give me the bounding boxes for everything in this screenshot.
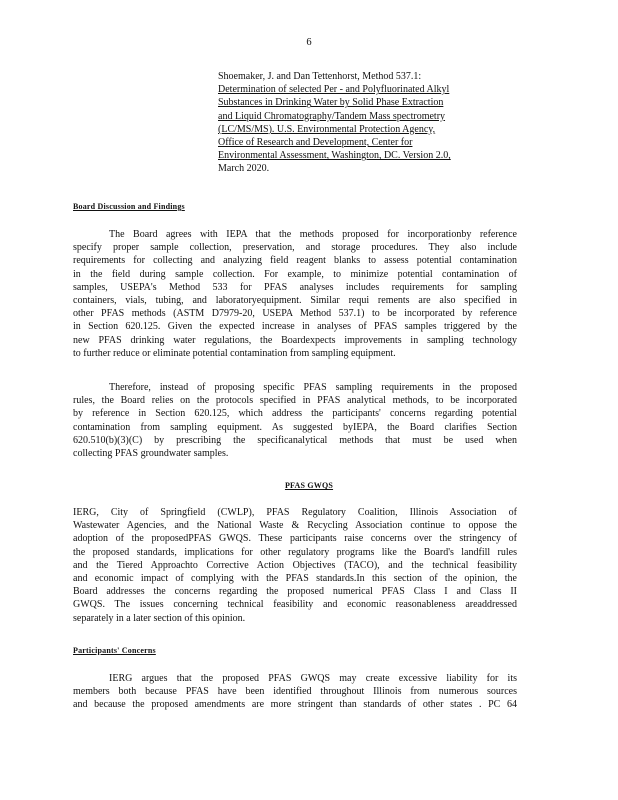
paragraph-line: GWQS. The issues concerning technical feasibility and economic reasonableness areaddressed (73, 599, 517, 611)
paragraph-line: The Board agrees with IEPA that the methods proposed for incorporationby reference (109, 229, 517, 240)
section-heading-board-discussion: Board Discussion and Findings (73, 202, 185, 211)
citation-line: Shoemaker, J. and Dan Tettenhorst, Method 537.1: (218, 71, 422, 82)
paragraph-line: Board addresses the concerns regarding the proposed numerical PFAS Class I and Class II (73, 586, 517, 598)
paragraph-participants-concerns (73, 672, 517, 712)
paragraph-board-findings-1 (73, 228, 517, 360)
paragraph-line: in Section 620.125. Given the expected increase in analyses of PFAS samples triggered by the (73, 321, 517, 333)
citation-line: Determination of selected Per - and Polyfluorinated Alkyl (218, 84, 450, 96)
paragraph-line: other PFAS methods (ASTM D7979-20, USEPA Method 537.1) to be incorporated by reference (73, 308, 517, 320)
paragraph-line: and because the proposed amendments are more stringent than standards of other states . PC 64 (73, 699, 517, 711)
paragraph-line: in the field during sample collection. For example, to minimize potential contamination of (73, 268, 517, 280)
paragraph-line: containers, vials, tubing, and laboratoryequipment. Similar requi rements are also specified in (73, 295, 517, 307)
paragraph-line: 620.510(b)(3)(C) by prescribing the specificanalytical methods that must be used when (73, 434, 517, 446)
paragraph-line: members both because PFAS have been identified throughout Illinois from numerous sources (73, 686, 517, 698)
paragraph-line: separately in a later section of this opinion. (73, 612, 246, 624)
paragraph-line: the proposed standards, implications for other regulatory programs like the Board's landfill rules (73, 546, 517, 558)
page-number: 6 (306, 37, 312, 48)
paragraph-line: IERG argues that the proposed PFAS GWQS may create excessive liability for its (109, 673, 517, 684)
paragraph-line: new PFAS drinking water regulations, the Boardexpects improvements in sampling technology (73, 334, 517, 346)
section-heading-pfas-gwqs: PFAS GWQS (284, 481, 334, 490)
paragraph-line: specify proper sample collection, preservation, and storage procedures. They also include (73, 242, 517, 254)
paragraph-line: IERG, City of Springfield (CWLP), PFAS Regulatory Coalition, Illinois Association of (73, 507, 517, 518)
paragraph-line: rules, the Board relies on the protocols specified in PFAS analytical methods, to be incorporated (73, 395, 517, 407)
paragraph-line: and economic impact of complying with the PFAS standards.In this section of the opinion, the (73, 573, 517, 585)
citation-line: and Liquid Chromatography/Tandem Mass spectrometry (218, 110, 446, 122)
paragraph-line: by reference in Section 620.125, which address the participants' concerns regarding potential (73, 408, 517, 420)
paragraph-line: Therefore, instead of proposing specific PFAS sampling requirements in the proposed (109, 382, 517, 393)
paragraph-line: samples, USEPA's Method 533 for PFAS analyses includes requirements for sampling (73, 281, 517, 293)
paragraph-board-findings-2 (73, 381, 517, 460)
citation-line: Office of Research and Development, Center for (218, 137, 413, 149)
citation-line: Substances in Drinking Water by Solid Phase Extraction (218, 97, 444, 109)
section-heading-participants-concerns: Participants' Concerns (73, 646, 156, 655)
paragraph-line: contamination from sampling equipment. As suggested byIEPA, the Board clarifies Section (73, 421, 517, 433)
citation-line: Environmental Assessment, Washington, DC. Version 2.0, (218, 150, 451, 162)
paragraph-line: and the Tiered Approachto Corrective Action Objectives (TACO), and the technical feasibility (73, 559, 517, 571)
citation-line: (LC/MS/MS). U.S. Environmental Protection Agency, (218, 123, 436, 135)
paragraph-line: to further reduce or eliminate potential contamination from sampling equipment. (73, 347, 396, 359)
paragraph-pfas-gwqs (73, 506, 517, 625)
paragraph-line: adoption of the proposedPFAS GWQS. These participants raise concerns over the stringency of (73, 533, 517, 545)
reference-citation (218, 70, 506, 176)
paragraph-line: Wastewater Agencies, and the National Waste & Recycling Association continue to oppose the (73, 520, 517, 532)
paragraph-line: requirements for collecting and analyzing field reagent blanks to assess potential contamination (73, 255, 517, 267)
paragraph-line: collecting PFAS groundwater samples. (73, 448, 229, 460)
citation-line: March 2020. (218, 163, 270, 175)
